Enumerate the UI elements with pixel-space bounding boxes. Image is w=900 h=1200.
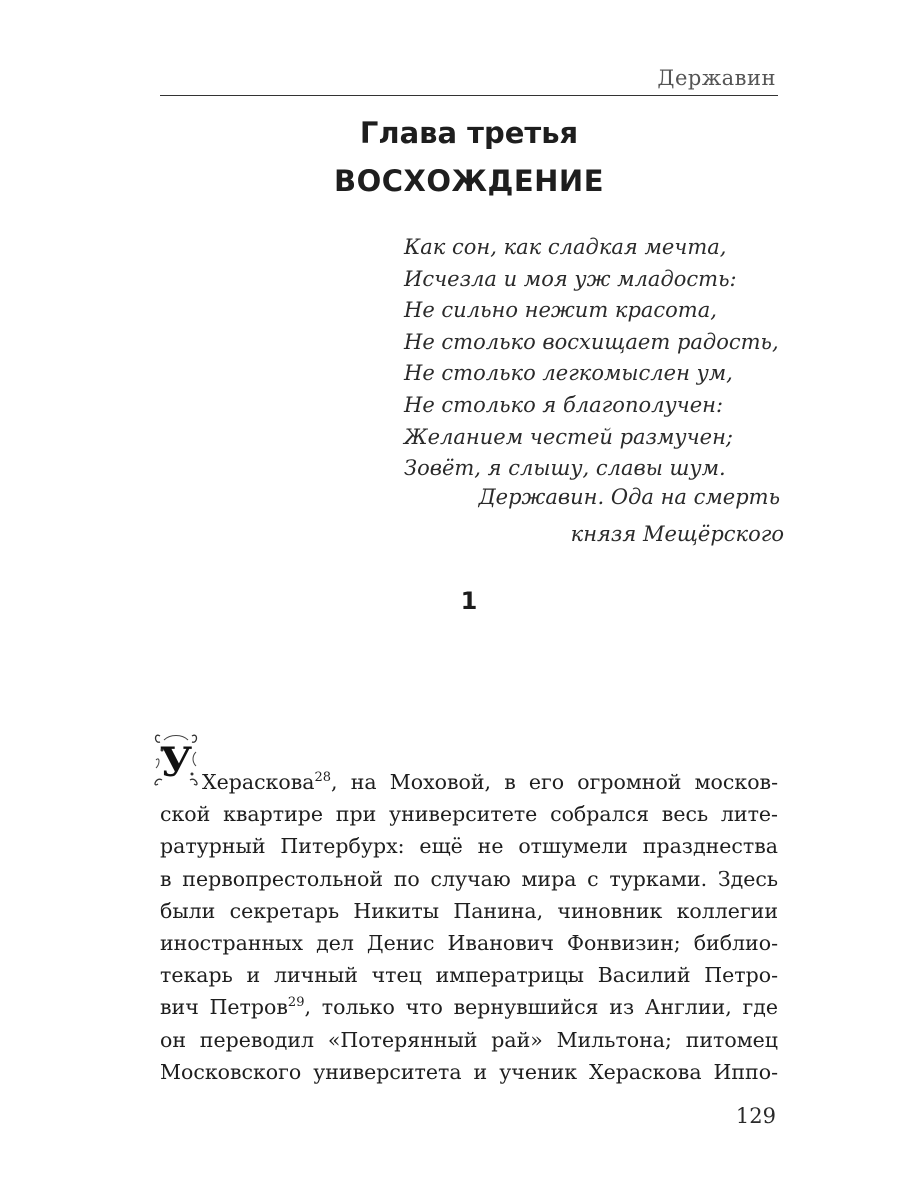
footnote-marker[interactable]: 28 [314, 770, 332, 786]
body-line: ской квартире при университете собрался весь лите- [160, 802, 778, 827]
body-line: он переводил «Потерянный рай» Мильтона; питомец [160, 1027, 778, 1052]
epigraph-line: Зовёт, я слышу, славы шум. [404, 456, 726, 481]
epigraph-line: Не сильно нежит красота, [404, 298, 717, 323]
running-head: Державин [657, 66, 776, 90]
chapter-title: Глава третья [359, 116, 579, 150]
section-number: 1 [460, 587, 478, 615]
body-line: были секретарь Никиты Панина, чиновник коллегии [160, 898, 778, 923]
body-text-fragment: , на Моховой, в его огромной москов- [331, 770, 778, 794]
epigraph-line: Желанием честей размучен; [404, 424, 733, 449]
epigraph-attribution-source: князя Мещёрского [570, 522, 784, 546]
body-line: текарь и личный чтец императрицы Василий Петро- [160, 963, 778, 988]
body-text-fragment: Хераскова [202, 770, 315, 794]
epigraph-line: Не столько легкомыслен ум, [404, 361, 733, 386]
svg-text:У: У [159, 739, 193, 786]
body-line [160, 991, 778, 1023]
epigraph-line: Не столько я благополучен: [404, 392, 724, 417]
body-text-fragment: , только что вернувшийся из Англии, где [304, 995, 778, 1020]
epigraph-line: Не столько восхищает радость, [404, 329, 779, 354]
body-line: ратурный Питербурх: ещё не отшумели празднества [160, 834, 778, 859]
epigraph-attribution: Державин. Ода на смерть [478, 485, 780, 509]
footnote-marker[interactable]: 29 [287, 995, 305, 1011]
body-line: иностранных дел Денис Иванович Фонвизин; библио- [160, 930, 778, 955]
body-line [160, 766, 778, 798]
body-line: в первопрестольной по случаю мира с турками. Здесь [160, 866, 778, 891]
chapter-subtitle: ВОСХОЖДЕНИЕ [333, 164, 605, 198]
body-line: Московского университета и ученик Хераскова Иппо- [160, 1059, 778, 1084]
epigraph [404, 232, 804, 485]
epigraph-line: Исчезла и моя уж младость: [404, 266, 737, 291]
body-text-fragment: вич Петров [160, 995, 288, 1020]
page-number: 129 [735, 1104, 776, 1128]
header-rule [160, 95, 778, 96]
body-paragraph [160, 766, 778, 1088]
epigraph-line: Как сон, как сладкая мечта, [404, 235, 727, 259]
